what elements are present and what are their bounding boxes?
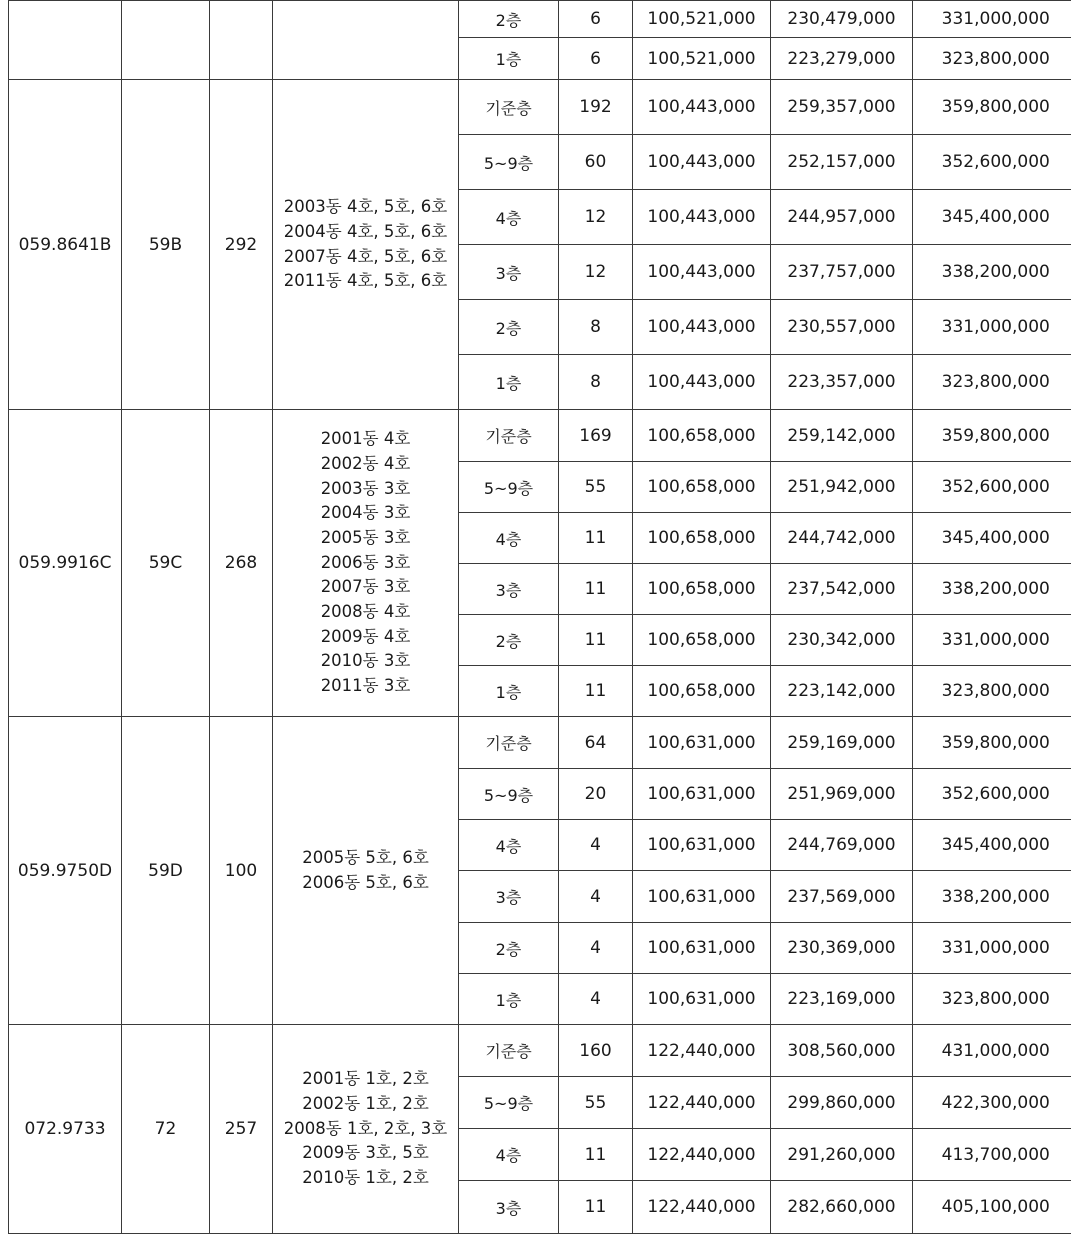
- floor-cell: 5~9층: [459, 462, 559, 513]
- unit-line: 2003동 4호, 5호, 6호: [283, 197, 448, 217]
- land-price-cell: 100,658,000: [633, 564, 771, 615]
- land-price-cell: 100,631,000: [633, 974, 771, 1025]
- unit-line: 2005동 3호: [320, 527, 411, 547]
- table-row: [9, 717, 1071, 769]
- total-units-cell: 268: [210, 410, 273, 717]
- floor-cell: 3층: [459, 871, 559, 923]
- unit-count-cell: 11: [559, 1181, 633, 1234]
- land-price-cell: 100,443,000: [633, 300, 771, 355]
- total-price-cell: 359,800,000: [913, 80, 1071, 135]
- land-price-cell: 100,658,000: [633, 615, 771, 666]
- land-price-cell: 122,440,000: [633, 1025, 771, 1077]
- unit-count-cell: 11: [559, 666, 633, 717]
- total-units-cell: [210, 1, 273, 80]
- total-price-cell: 331,000,000: [913, 300, 1071, 355]
- total-price-cell: 323,800,000: [913, 38, 1071, 80]
- floor-cell: 기준층: [459, 717, 559, 769]
- land-price-cell: 122,440,000: [633, 1077, 771, 1129]
- land-price-cell: 100,658,000: [633, 410, 771, 462]
- unit-line: 2001동 4호: [320, 429, 411, 449]
- land-price-cell: 100,631,000: [633, 820, 771, 871]
- housing-type-cell: 59B: [122, 80, 210, 410]
- building-price-cell: 252,157,000: [771, 135, 913, 190]
- unit-list-cell: [273, 80, 459, 410]
- land-price-cell: 122,440,000: [633, 1129, 771, 1181]
- unit-line: 2002동 1호, 2호: [302, 1093, 429, 1113]
- total-price-cell: 405,100,000: [913, 1181, 1071, 1234]
- floor-cell: 기준층: [459, 1025, 559, 1077]
- unit-count-cell: 192: [559, 80, 633, 135]
- unit-count-cell: 11: [559, 564, 633, 615]
- total-price-cell: 345,400,000: [913, 190, 1071, 245]
- total-units-cell: 100: [210, 717, 273, 1025]
- unit-line: 2005동 5호, 6호: [302, 847, 429, 867]
- building-price-cell: 259,357,000: [771, 80, 913, 135]
- land-price-cell: 100,443,000: [633, 135, 771, 190]
- housing-type-cell: [122, 1, 210, 80]
- unit-list-cell: [273, 717, 459, 1025]
- total-price-cell: 323,800,000: [913, 974, 1071, 1025]
- unit-count-cell: 55: [559, 462, 633, 513]
- total-price-cell: 338,200,000: [913, 871, 1071, 923]
- total-price-cell: 338,200,000: [913, 245, 1071, 300]
- building-price-cell: 230,342,000: [771, 615, 913, 666]
- unit-list-cell: [273, 1, 459, 80]
- unit-line: 2001동 1호, 2호: [302, 1069, 429, 1089]
- land-price-cell: 100,521,000: [633, 38, 771, 80]
- building-price-cell: 299,860,000: [771, 1077, 913, 1129]
- building-price-cell: 244,769,000: [771, 820, 913, 871]
- building-price-cell: 308,560,000: [771, 1025, 913, 1077]
- unit-line: 2003동 3호: [320, 478, 411, 498]
- total-units-cell: 257: [210, 1025, 273, 1234]
- unit-line: 2008동 4호: [320, 602, 411, 622]
- land-price-cell: 100,443,000: [633, 355, 771, 410]
- unit-line: 2008동 1호, 2호, 3호: [283, 1118, 448, 1138]
- unit-count-cell: 4: [559, 820, 633, 871]
- land-price-cell: 100,658,000: [633, 666, 771, 717]
- land-price-cell: 122,440,000: [633, 1181, 771, 1234]
- type-code-cell: 059.8641B: [9, 80, 122, 410]
- building-price-cell: 251,969,000: [771, 769, 913, 820]
- unit-line: 2002동 4호: [320, 453, 411, 473]
- unit-count-cell: 169: [559, 410, 633, 462]
- unit-count-cell: 8: [559, 355, 633, 410]
- unit-line: 2010동 3호: [320, 651, 411, 671]
- unit-count-cell: 6: [559, 1, 633, 38]
- floor-cell: 기준층: [459, 410, 559, 462]
- price-table: [8, 0, 1071, 1234]
- building-price-cell: 237,569,000: [771, 871, 913, 923]
- unit-count-cell: 12: [559, 245, 633, 300]
- total-price-cell: 431,000,000: [913, 1025, 1071, 1077]
- land-price-cell: 100,443,000: [633, 80, 771, 135]
- floor-cell: 5~9층: [459, 1077, 559, 1129]
- building-price-cell: 259,142,000: [771, 410, 913, 462]
- housing-type-cell: 72: [122, 1025, 210, 1234]
- type-code-cell: 059.9916C: [9, 410, 122, 717]
- land-price-cell: 100,631,000: [633, 769, 771, 820]
- unit-line: 2006동 3호: [320, 552, 411, 572]
- total-price-cell: 352,600,000: [913, 462, 1071, 513]
- floor-cell: 4층: [459, 513, 559, 564]
- unit-line: 2004동 4호, 5호, 6호: [283, 221, 448, 241]
- total-price-cell: 345,400,000: [913, 513, 1071, 564]
- total-price-cell: 345,400,000: [913, 820, 1071, 871]
- floor-cell: 2층: [459, 923, 559, 974]
- total-price-cell: 359,800,000: [913, 410, 1071, 462]
- total-price-cell: 422,300,000: [913, 1077, 1071, 1129]
- unit-count-cell: 8: [559, 300, 633, 355]
- floor-cell: 4층: [459, 820, 559, 871]
- unit-count-cell: 64: [559, 717, 633, 769]
- floor-cell: 1층: [459, 38, 559, 80]
- floor-cell: 1층: [459, 666, 559, 717]
- floor-cell: 2층: [459, 1, 559, 38]
- unit-line: 2007동 4호, 5호, 6호: [283, 246, 448, 266]
- housing-type-cell: 59D: [122, 717, 210, 1025]
- building-price-cell: 223,357,000: [771, 355, 913, 410]
- floor-cell: 1층: [459, 974, 559, 1025]
- unit-count-cell: 20: [559, 769, 633, 820]
- unit-list-cell: [273, 410, 459, 717]
- building-price-cell: 259,169,000: [771, 717, 913, 769]
- table-row: [9, 80, 1071, 135]
- floor-cell: 4층: [459, 190, 559, 245]
- total-price-cell: 352,600,000: [913, 769, 1071, 820]
- total-price-cell: 323,800,000: [913, 355, 1071, 410]
- land-price-cell: 100,443,000: [633, 190, 771, 245]
- type-code-cell: [9, 1, 122, 80]
- floor-cell: 2층: [459, 300, 559, 355]
- land-price-cell: 100,658,000: [633, 513, 771, 564]
- floor-cell: 2층: [459, 615, 559, 666]
- unit-count-cell: 60: [559, 135, 633, 190]
- building-price-cell: 244,742,000: [771, 513, 913, 564]
- total-price-cell: 413,700,000: [913, 1129, 1071, 1181]
- unit-line: 2009동 4호: [320, 626, 411, 646]
- building-price-cell: 230,557,000: [771, 300, 913, 355]
- land-price-cell: 100,443,000: [633, 245, 771, 300]
- unit-count-cell: 12: [559, 190, 633, 245]
- total-price-cell: 359,800,000: [913, 717, 1071, 769]
- unit-line: 2011동 4호, 5호, 6호: [283, 271, 448, 291]
- unit-count-cell: 11: [559, 513, 633, 564]
- unit-line: 2006동 5호, 6호: [302, 872, 429, 892]
- building-price-cell: 291,260,000: [771, 1129, 913, 1181]
- land-price-cell: 100,631,000: [633, 871, 771, 923]
- land-price-cell: 100,521,000: [633, 1, 771, 38]
- land-price-cell: 100,658,000: [633, 462, 771, 513]
- unit-line: 2011동 3호: [320, 676, 411, 696]
- land-price-cell: 100,631,000: [633, 717, 771, 769]
- building-price-cell: 230,369,000: [771, 923, 913, 974]
- total-price-cell: 331,000,000: [913, 1, 1071, 38]
- unit-count-cell: 4: [559, 923, 633, 974]
- floor-cell: 5~9층: [459, 769, 559, 820]
- building-price-cell: 223,279,000: [771, 38, 913, 80]
- total-price-cell: 323,800,000: [913, 666, 1071, 717]
- unit-line: 2007동 3호: [320, 577, 411, 597]
- table-row: [9, 1025, 1071, 1077]
- floor-cell: 3층: [459, 245, 559, 300]
- unit-count-cell: 55: [559, 1077, 633, 1129]
- building-price-cell: 237,757,000: [771, 245, 913, 300]
- unit-count-cell: 11: [559, 1129, 633, 1181]
- total-price-cell: 331,000,000: [913, 923, 1071, 974]
- floor-cell: 3층: [459, 564, 559, 615]
- floor-cell: 기준층: [459, 80, 559, 135]
- total-price-cell: 338,200,000: [913, 564, 1071, 615]
- unit-list-cell: [273, 1025, 459, 1234]
- unit-line: 2004동 3호: [320, 503, 411, 523]
- building-price-cell: 230,479,000: [771, 1, 913, 38]
- building-price-cell: 237,542,000: [771, 564, 913, 615]
- housing-type-cell: 59C: [122, 410, 210, 717]
- unit-count-cell: 6: [559, 38, 633, 80]
- building-price-cell: 251,942,000: [771, 462, 913, 513]
- land-price-cell: 100,631,000: [633, 923, 771, 974]
- building-price-cell: 282,660,000: [771, 1181, 913, 1234]
- building-price-cell: 223,169,000: [771, 974, 913, 1025]
- floor-cell: 1층: [459, 355, 559, 410]
- total-units-cell: 292: [210, 80, 273, 410]
- table-row: [9, 1, 1071, 38]
- building-price-cell: 244,957,000: [771, 190, 913, 245]
- unit-count-cell: 11: [559, 615, 633, 666]
- unit-line: 2009동 3호, 5호: [302, 1143, 429, 1163]
- type-code-cell: 072.9733: [9, 1025, 122, 1234]
- building-price-cell: 223,142,000: [771, 666, 913, 717]
- floor-cell: 4층: [459, 1129, 559, 1181]
- total-price-cell: 331,000,000: [913, 615, 1071, 666]
- floor-cell: 3층: [459, 1181, 559, 1234]
- unit-count-cell: 4: [559, 974, 633, 1025]
- floor-cell: 5~9층: [459, 135, 559, 190]
- table-row: [9, 410, 1071, 462]
- unit-count-cell: 4: [559, 871, 633, 923]
- total-price-cell: 352,600,000: [913, 135, 1071, 190]
- unit-line: 2010동 1호, 2호: [302, 1168, 429, 1188]
- unit-count-cell: 160: [559, 1025, 633, 1077]
- type-code-cell: 059.9750D: [9, 717, 122, 1025]
